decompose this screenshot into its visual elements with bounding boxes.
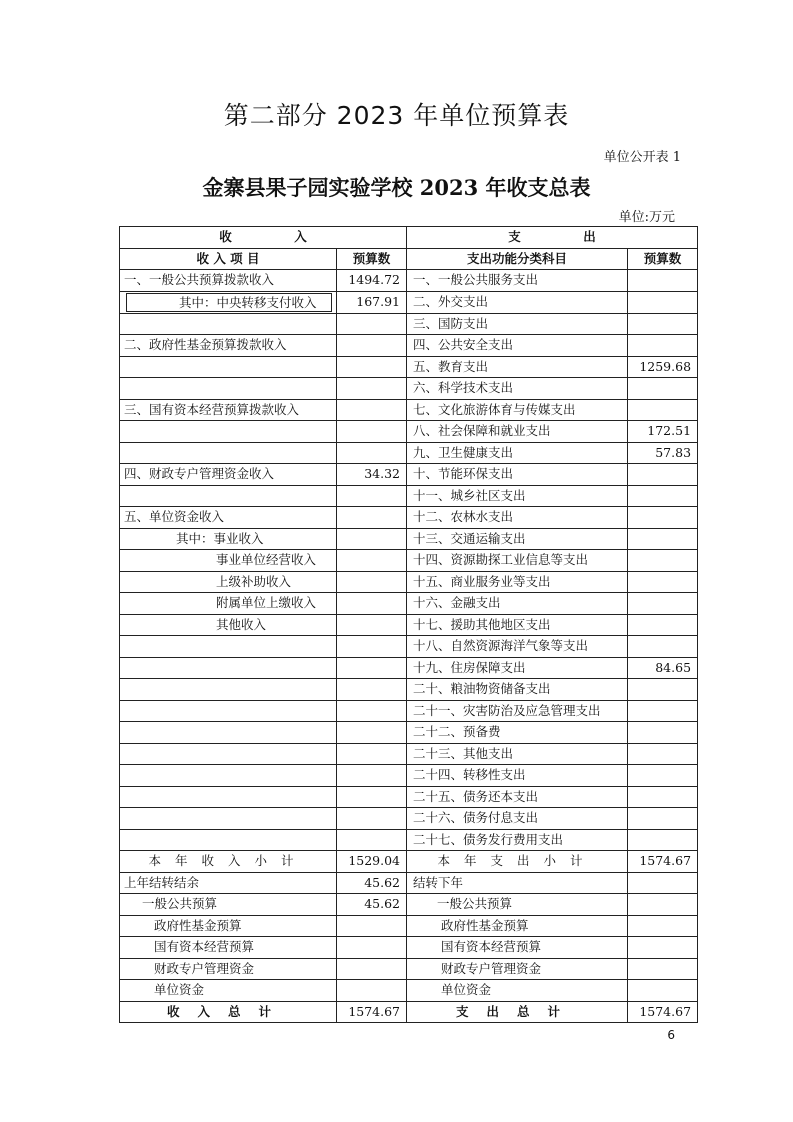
income-item: 上年结转结余 bbox=[120, 872, 337, 894]
expense-item: 二十六、债务付息支出 bbox=[407, 808, 628, 830]
expense-amount bbox=[628, 507, 698, 529]
expense-item: 十六、金融支出 bbox=[407, 593, 628, 615]
income-amount bbox=[337, 980, 407, 1002]
income-item-header: 收 入 项 目 bbox=[120, 248, 337, 270]
expense-amount bbox=[628, 894, 698, 916]
expense-item: 二十五、债务还本支出 bbox=[407, 786, 628, 808]
table-title: 金寨县果子园实验学校 2023 年收支总表 bbox=[202, 175, 591, 200]
income-item bbox=[120, 356, 337, 378]
expense-item: 二、外交支出 bbox=[407, 291, 628, 313]
income-item bbox=[120, 700, 337, 722]
income-amount bbox=[337, 442, 407, 464]
income-amount bbox=[337, 722, 407, 744]
expense-amount bbox=[628, 528, 698, 550]
expense-amount bbox=[628, 700, 698, 722]
expense-amount bbox=[628, 872, 698, 894]
income-amount bbox=[337, 507, 407, 529]
income-amount bbox=[337, 743, 407, 765]
group-header-row bbox=[120, 227, 698, 249]
expense-item: 五、教育支出 bbox=[407, 356, 628, 378]
carry-row bbox=[120, 894, 698, 916]
income-item: 单位资金 bbox=[120, 980, 337, 1002]
expense-amount: 57.83 bbox=[628, 442, 698, 464]
table-row bbox=[120, 485, 698, 507]
expense-item: 国有资本经营预算 bbox=[407, 937, 628, 959]
total-row bbox=[120, 1001, 698, 1023]
expense-amount bbox=[628, 378, 698, 400]
income-amount: 34.32 bbox=[337, 464, 407, 486]
table-row bbox=[120, 829, 698, 851]
carry-row bbox=[120, 937, 698, 959]
expense-item: 十九、住房保障支出 bbox=[407, 657, 628, 679]
income-amount bbox=[337, 657, 407, 679]
publication-label: 单位公开表 1 bbox=[603, 150, 681, 165]
income-item: 二、政府性基金预算拨款收入 bbox=[120, 335, 337, 357]
expense-item: 九、卫生健康支出 bbox=[407, 442, 628, 464]
expense-item: 八、社会保障和就业支出 bbox=[407, 421, 628, 443]
expense-item: 十八、自然资源海洋气象等支出 bbox=[407, 636, 628, 658]
income-item bbox=[120, 743, 337, 765]
expense-amount bbox=[628, 958, 698, 980]
income-amount: 45.62 bbox=[337, 872, 407, 894]
income-item: 五、单位资金收入 bbox=[120, 507, 337, 529]
table-row bbox=[120, 550, 698, 572]
expense-item: 十二、农林水支出 bbox=[407, 507, 628, 529]
table-row bbox=[120, 722, 698, 744]
income-item-text: 其中：中央转移支付收入 bbox=[126, 293, 332, 312]
income-amount bbox=[337, 958, 407, 980]
income-item: 财政专户管理资金 bbox=[120, 958, 337, 980]
income-item bbox=[120, 291, 337, 313]
expense-total-label: 支出总计 bbox=[407, 1001, 628, 1023]
unit-label: 单位:万元 bbox=[618, 210, 675, 225]
income-amount bbox=[337, 593, 407, 615]
income-item: 政府性基金预算 bbox=[120, 915, 337, 937]
income-amount bbox=[337, 313, 407, 335]
table-row bbox=[120, 593, 698, 615]
income-item: 国有资本经营预算 bbox=[120, 937, 337, 959]
expense-amount bbox=[628, 614, 698, 636]
income-amount: 167.91 bbox=[337, 291, 407, 313]
expense-item: 二十、粮油物资储备支出 bbox=[407, 679, 628, 701]
expense-total-amount: 1574.67 bbox=[628, 1001, 698, 1023]
income-amount bbox=[337, 399, 407, 421]
income-item: 一般公共预算 bbox=[120, 894, 337, 916]
subtotal-row bbox=[120, 851, 698, 873]
income-amount bbox=[337, 550, 407, 572]
table-row bbox=[120, 786, 698, 808]
income-amount bbox=[337, 485, 407, 507]
expense-item: 二十三、其他支出 bbox=[407, 743, 628, 765]
income-amount bbox=[337, 786, 407, 808]
table-row bbox=[120, 313, 698, 335]
income-item bbox=[120, 786, 337, 808]
income-amount: 45.62 bbox=[337, 894, 407, 916]
expense-group-header: 支 出 bbox=[407, 227, 698, 249]
income-item bbox=[120, 442, 337, 464]
income-item bbox=[120, 679, 337, 701]
expense-item: 十五、商业服务业等支出 bbox=[407, 571, 628, 593]
table-row bbox=[120, 507, 698, 529]
income-amount bbox=[337, 421, 407, 443]
expense-amount bbox=[628, 335, 698, 357]
expense-amount: 1259.68 bbox=[628, 356, 698, 378]
income-item bbox=[120, 808, 337, 830]
expense-amount bbox=[628, 765, 698, 787]
income-total-amount: 1574.67 bbox=[337, 1001, 407, 1023]
expense-item: 单位资金 bbox=[407, 980, 628, 1002]
carry-row bbox=[120, 958, 698, 980]
income-amount bbox=[337, 636, 407, 658]
income-item: 三、国有资本经营预算拨款收入 bbox=[120, 399, 337, 421]
expense-amount: 172.51 bbox=[628, 421, 698, 443]
expense-amount-header: 预算数 bbox=[628, 248, 698, 270]
expense-amount bbox=[628, 550, 698, 572]
table-row bbox=[120, 399, 698, 421]
income-item bbox=[120, 722, 337, 744]
income-item: 事业单位经营收入 bbox=[120, 550, 337, 572]
table-row bbox=[120, 464, 698, 486]
table-row bbox=[120, 270, 698, 292]
expense-item: 七、文化旅游体育与传媒支出 bbox=[407, 399, 628, 421]
expense-item: 二十一、灾害防治及应急管理支出 bbox=[407, 700, 628, 722]
income-item bbox=[120, 313, 337, 335]
expense-amount bbox=[628, 980, 698, 1002]
table-row bbox=[120, 657, 698, 679]
column-header-row bbox=[120, 248, 698, 270]
budget-summary-table bbox=[119, 226, 698, 1023]
income-item bbox=[120, 378, 337, 400]
expense-item: 十、节能环保支出 bbox=[407, 464, 628, 486]
carry-row bbox=[120, 872, 698, 894]
income-amount: 1494.72 bbox=[337, 270, 407, 292]
expense-item: 十四、资源勘探工业信息等支出 bbox=[407, 550, 628, 572]
income-amount bbox=[337, 829, 407, 851]
part-title: 第二部分 2023 年单位预算表 bbox=[223, 101, 570, 130]
income-item bbox=[120, 421, 337, 443]
expense-amount bbox=[628, 291, 698, 313]
table-row bbox=[120, 421, 698, 443]
table-row bbox=[120, 614, 698, 636]
table-row bbox=[120, 356, 698, 378]
income-item: 附属单位上缴收入 bbox=[120, 593, 337, 615]
income-amount bbox=[337, 528, 407, 550]
expense-amount: 84.65 bbox=[628, 657, 698, 679]
expense-item: 四、公共安全支出 bbox=[407, 335, 628, 357]
income-item bbox=[120, 636, 337, 658]
expense-amount bbox=[628, 313, 698, 335]
income-item bbox=[120, 485, 337, 507]
table-row bbox=[120, 679, 698, 701]
table-row bbox=[120, 636, 698, 658]
income-item: 其中：事业收入 bbox=[120, 528, 337, 550]
expense-amount bbox=[628, 464, 698, 486]
expense-item: 二十二、预备费 bbox=[407, 722, 628, 744]
table-row bbox=[120, 528, 698, 550]
expense-amount bbox=[628, 786, 698, 808]
expense-amount bbox=[628, 485, 698, 507]
income-item: 其他收入 bbox=[120, 614, 337, 636]
income-amount bbox=[337, 335, 407, 357]
expense-amount bbox=[628, 571, 698, 593]
income-amount bbox=[337, 915, 407, 937]
income-group-header: 收 入 bbox=[120, 227, 407, 249]
income-total-label: 收入总计 bbox=[120, 1001, 337, 1023]
income-amount bbox=[337, 378, 407, 400]
expense-item: 十三、交通运输支出 bbox=[407, 528, 628, 550]
expense-item: 十七、援助其他地区支出 bbox=[407, 614, 628, 636]
income-item: 上级补助收入 bbox=[120, 571, 337, 593]
table-row bbox=[120, 743, 698, 765]
expense-amount bbox=[628, 743, 698, 765]
expense-item-header: 支出功能分类科目 bbox=[407, 248, 628, 270]
expense-subtotal-amount: 1574.67 bbox=[628, 851, 698, 873]
income-item: 一、一般公共预算拨款收入 bbox=[120, 270, 337, 292]
carry-row bbox=[120, 980, 698, 1002]
expense-amount bbox=[628, 808, 698, 830]
expense-item: 六、科学技术支出 bbox=[407, 378, 628, 400]
expense-item: 十一、城乡社区支出 bbox=[407, 485, 628, 507]
expense-amount bbox=[628, 399, 698, 421]
income-amount bbox=[337, 937, 407, 959]
expense-amount bbox=[628, 915, 698, 937]
income-amount bbox=[337, 808, 407, 830]
table-row bbox=[120, 571, 698, 593]
income-subtotal-amount: 1529.04 bbox=[337, 851, 407, 873]
table-row bbox=[120, 442, 698, 464]
expense-amount bbox=[628, 829, 698, 851]
table-row bbox=[120, 378, 698, 400]
income-subtotal-label: 本年收入小计 bbox=[120, 851, 337, 873]
income-item: 四、财政专户管理资金收入 bbox=[120, 464, 337, 486]
table-row bbox=[120, 808, 698, 830]
income-amount bbox=[337, 356, 407, 378]
income-item bbox=[120, 829, 337, 851]
income-amount bbox=[337, 614, 407, 636]
expense-amount bbox=[628, 722, 698, 744]
expense-item: 二十四、转移性支出 bbox=[407, 765, 628, 787]
income-amount bbox=[337, 765, 407, 787]
table-row bbox=[120, 291, 698, 313]
income-item bbox=[120, 657, 337, 679]
income-item bbox=[120, 765, 337, 787]
expense-item: 政府性基金预算 bbox=[407, 915, 628, 937]
expense-amount bbox=[628, 270, 698, 292]
table-row bbox=[120, 335, 698, 357]
page-number: 6 bbox=[667, 1028, 675, 1042]
table-row bbox=[120, 700, 698, 722]
income-amount-header: 预算数 bbox=[337, 248, 407, 270]
expense-item: 一般公共预算 bbox=[407, 894, 628, 916]
expense-amount bbox=[628, 593, 698, 615]
expense-item: 一、一般公共服务支出 bbox=[407, 270, 628, 292]
expense-subtotal-label: 本年支出小计 bbox=[407, 851, 628, 873]
table-row bbox=[120, 765, 698, 787]
income-amount bbox=[337, 700, 407, 722]
income-amount bbox=[337, 571, 407, 593]
expense-amount bbox=[628, 679, 698, 701]
expense-amount bbox=[628, 937, 698, 959]
expense-item: 结转下年 bbox=[407, 872, 628, 894]
income-amount bbox=[337, 679, 407, 701]
expense-amount bbox=[628, 636, 698, 658]
expense-item: 三、国防支出 bbox=[407, 313, 628, 335]
expense-item: 财政专户管理资金 bbox=[407, 958, 628, 980]
carry-row bbox=[120, 915, 698, 937]
expense-item: 二十七、债务发行费用支出 bbox=[407, 829, 628, 851]
